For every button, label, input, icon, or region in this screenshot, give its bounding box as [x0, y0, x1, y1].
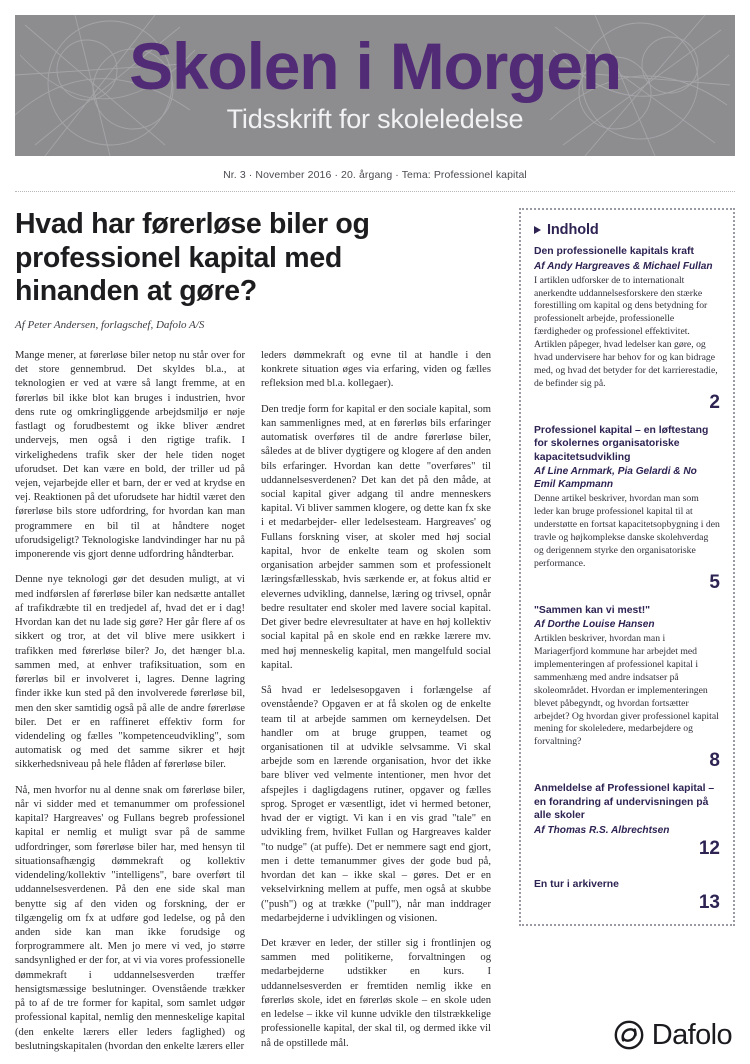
triangle-right-icon: [534, 226, 541, 234]
toc-entry-title: Anmeldelse af Professionel kapital – en forandring af undervisningen på alle skoler: [534, 783, 715, 822]
lead-article: [15, 208, 507, 1052]
journal-subtitle: Tidsskrift for skoleledelse: [226, 103, 524, 134]
sidebar: [507, 208, 735, 1052]
article-byline: Af Peter Andersen, forlagschef, Dafolo A/S: [15, 318, 205, 331]
journal-title: Skolen i Morgen: [129, 28, 621, 103]
toc-divider-space: [534, 862, 720, 878]
paragraph: Den tredje form for kapital er den sociale kapital, som kan sammenlignes med, at en førerløs bils erfaringer automatisk overføres til de andre førerløse biler, således at de bliver dygtigere og klogere af den anden bils erfaringer. Hvordan kan dette "overføres" til uddannelsesverdenen? Det kan det på den måde, at social kapital giver adgang til andre menneskers kapital. Vi bliver sammen klogere, og dette kan fx ske i et medarbejder- eller ledelsesteam. Hargreaves' og Fullans forskning viser, at skoler med høj social kapital, hvor de enkelte team og skolen som organisation arbejder sammen som et professionelt læringsfællesskab, hvis særkende er, at fokus altid er elevernes udvikling, dannelse, læring og trivsel, opnår bedre resultater end skoler med lavere social kapital. Det giver bedre elevresultater at have en høj kollektiv social kapital på en skole end en række lærere mv. med høj menneskelig kapital, men mangelfuld social kapital.: [261, 403, 491, 671]
toc-heading: Indhold: [547, 222, 599, 238]
toc-entry[interactable]: [534, 424, 720, 594]
toc-entry-title: En tur i arkiverne: [534, 878, 619, 890]
toc-entry[interactable]: [534, 782, 720, 860]
toc-entry-page: 8: [709, 750, 720, 772]
article-columns: [15, 349, 493, 1054]
publisher-logo: [614, 1020, 732, 1050]
toc-divider-space: [534, 774, 720, 782]
toc-entry-author: Af Thomas R.S. Albrechtsen: [534, 824, 670, 836]
article-headline: Hvad har førerløse biler og professionel kapital med hinanden at gøre?: [15, 208, 370, 308]
article-column-2: [261, 349, 491, 1054]
paragraph: Det kræver en leder, der stiller sig i frontlinjen og sammen med politikerne, forvaltningen og medarbejderne udstikker en kurs. I uddannelsesverden er fremtiden nemlig ikke en førerløs skole, idet en førerløs skole – en skole uden en ledelse – ikke vil kunne udvikle den tilstrækkelige professionelle kapital, der skal til, og dermed ikke vil nå de opstillede mål.: [261, 938, 491, 1049]
paragraph: leders dømmekraft og evne til at handle i den konkrete situation øges via erfaring, viden og fælles refleksion med bl.a. kollegaer).: [261, 349, 491, 390]
masthead-banner: [15, 15, 735, 156]
paragraph: Nå, men hvorfor nu al denne snak om førerløse biler, når vi sidder med et temanummer om professionel kapital? Hargreaves' og Fullans begreb professionel kapital er nemlig et muligt svar på de samme udfordringer, som førerløse biler har, med hensyn til situationsafhængig dømmekraft og kollektiv videndeling/kollektiv "intelligens", bare overført til uddannelsesverdenen. På den ene side skal man benytte sig af den viden og forskning, der er tilgængelig om fx at udføre god ledelse, og på den anden side kan man ikke forudsige og forprogrammere alt. Men jo mere vi ved, jo større sandsynlighed er der for, at vi via vores professionelle dømmekraft i uddannelsesverden træffer hensigtsmæssige beslutninger. Ovenstående trækker på to af de tre former for kapital, som samlet udgør professional kapital, nemlig den menneskelige kapital (den enkelte lærers eller leders faglighed) og beslutningskapitalen (hvordan den enkelte lærers eller: [15, 784, 245, 1052]
content-area: [15, 192, 735, 1052]
toc-entry-description: Artiklen beskriver, hvordan man i Mariagerfjord kommune har arbejdet med implementeringen af professionel kapital i sammenhæng med andre indsatser på skoleområdet. Hvordan er implementeringen blevet påbegyndt, og hvordan fortsætter arbejdet? Og hvordan giver professionel kapital mening for skoleledere, medarbejdere og forvaltning?: [534, 633, 719, 748]
toc-entry-page: 12: [698, 837, 720, 859]
table-of-contents: [519, 208, 735, 926]
publisher-name: Dafolo: [651, 1018, 732, 1051]
toc-entry-title: "Sammen kan vi mest!": [534, 604, 651, 616]
toc-entry-title: Professionel kapital – en løftestang for skolernes organisatoriske kapacitetsudvikling: [534, 424, 709, 463]
paragraph: Mange mener, at førerløse biler netop nu står over for det store gennembrud. Det skyldes bl.a., at teknologien er ved at være så langt fremme, at en førerløs bil ikke blot kan bruges i industrien, hvor dens rute og omkringliggende arbejdsmiljø er nøje fastlagt og forudbestemt og ikke bliver ændret undervejs, men også i den rigtige trafik. I virkelighedens trafik sker der hele tiden noget uforudset. Det kan være en bold, der triller ud på vejen, vejarbejde eller et barn, der er ved at krydse en vej. Reaktionen på det uforudsete har hidtil været den førerløse bils store udfordring, for hvordan kan man programmere en bil til at håndtere noget uforudsigeligt? Teknologiske landvindinger har nu på imponerende vis gjort denne udfordring håndterbar.: [15, 349, 245, 561]
toc-entry-author: Af Line Arnmark, Pia Gelardi & No Emil Kampmann: [534, 466, 697, 491]
toc-entry-page: 13: [698, 892, 720, 914]
paragraph: Så hvad er ledelsesopgaven i forlængelse af ovenstående? Opgaven er at få skolen og de enkelte team til at arbejde sammen om kerneydelsen. Det handler om at bruge gruppen, teamet og organisationen til at udvikle selvsamme. Vi skal arbejde som en lærende organisation, hvor det ikke bare bliver ved velmente intentioner, men hvor det afspejles i dagligdagens rutiner, opgaver og fælles sprog. Sproget er væsentligt, idet vi hermed betoner, hvad der er vigtigt. Vi kan i en vis grad "tale" en udvikling frem, hvilket Fullan og Hargreaves kalder "to nudge" (at puffe). Det er nemmere sagt end gjort, men i dette temanummer gives der gode bud på, hvordan det kan – ikke skal – gøres. Det er en vekselvirkning mellem at puffe, men også at skubbe ("push") og at trække ("pull"), når man inddrager medarbejderne i udviklingen og visionen.: [261, 685, 491, 924]
toc-divider-space: [534, 416, 720, 424]
toc-entry-page: 5: [709, 571, 720, 593]
dafolo-swirl-icon: [614, 1020, 644, 1050]
toc-entry-description: I artiklen udforsker de to internationalt anerkendte uddannelsesforskere den stærke forestilling om kapital og dens betydning for professionelt arbejde, professionelle færdigheder og professionel effektivitet. Artiklen påpeger, hvad ledelser kan gøre, og hvad undervisere har behov for og kan bidrage med, og hvad det betyder for det karrierestadie, de befinder sig på.: [534, 274, 718, 389]
toc-entry-page: 2: [709, 391, 720, 413]
toc-entry-author: Af Andy Hargreaves & Michael Fullan: [534, 260, 713, 272]
toc-divider-space: [534, 596, 720, 604]
paragraph: Denne nye teknologi gør det desuden muligt, at vi med indførslen af førerløse biler kan nedsætte antallet af trafikdræbte til en tredjedel af, hvad det er i dag! Hvordan kan det nu lade sig gøre? Her går flere af os sikkert og tror, at det vil blive mere usikkert i trafikken med førerløse biler? Jo, det hænger bl.a. sammen med, at enhver trafiksituation, som en førerløs bil er involveret i, lagres. Denne lagring finder ikke kun sted på den involverede førerløse bil, men den sker samtidig også på alle de andre førerløse biler. Det er en raffineret effektiv form for videndeling og fælles "kompetenceudvikling", som automatisk og med det samme sikrer et højt sikkerhedsniveau på hele flåden af førerløse biler.: [15, 574, 245, 771]
toc-entry-author: Af Dorthe Louise Hansen: [534, 619, 655, 631]
toc-entry-title: Den professionelle kapitals kraft: [534, 246, 694, 257]
toc-entry[interactable]: [534, 604, 720, 773]
article-column-1: [15, 349, 245, 1054]
toc-entry[interactable]: [534, 245, 720, 414]
issue-line: Nr. 3 · November 2016 · 20. årgang · Tema: Professionel kapital: [223, 169, 527, 181]
toc-entry-description: Denne artikel beskriver, hvordan man som leder kan bruge professionel kapital til at understøtte en fortsat kapacitetsopbygning i den travle og højkomplekse danske skolehverdag og derigennem styrke den organisatoriske performance.: [534, 493, 720, 569]
issue-band: [15, 156, 735, 192]
toc-header: [534, 222, 720, 238]
toc-entry[interactable]: [534, 878, 720, 914]
